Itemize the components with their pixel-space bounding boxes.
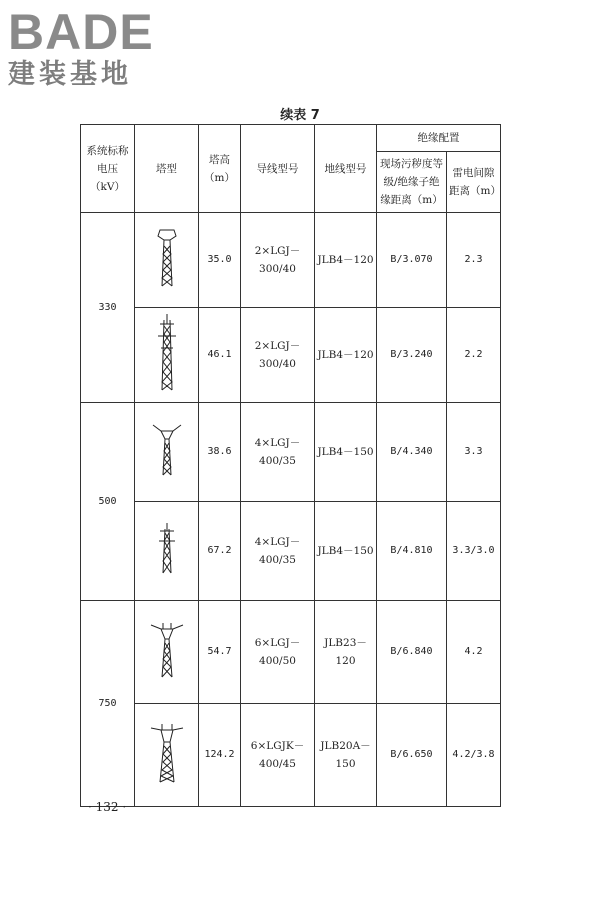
tower-type-cell	[135, 502, 199, 601]
tower-height-cell: 35.0	[199, 213, 241, 308]
gap-cell: 3.3	[447, 403, 501, 502]
header-pollution: 现场污秽度等级/绝缘子绝缘距离（m）	[377, 152, 447, 213]
pollution-cell: B/6.840	[377, 601, 447, 704]
tower-type-cell	[135, 704, 199, 807]
tower-insulation-table	[80, 124, 501, 807]
header-voltage: 系统标称电压（kV）	[81, 125, 135, 213]
voltage-cell: 750	[81, 601, 135, 807]
gap-cell: 3.3/3.0	[447, 502, 501, 601]
drum-tower-icon	[154, 521, 180, 575]
header-tower-type: 塔型	[135, 125, 199, 213]
header-gap: 雷电间隙距离（m）	[447, 152, 501, 213]
conductor-cell: 4×LGJ－400/35	[241, 403, 315, 502]
conductor-cell: 2×LGJ－300/40	[241, 213, 315, 308]
page-number: · 132 ·	[88, 800, 127, 814]
tower-height-cell: 124.2	[199, 704, 241, 807]
ground-wire-cell: JLB4－120	[315, 308, 377, 403]
logo-subtitle: 建装基地	[8, 59, 132, 90]
tower-type-cell	[135, 601, 199, 704]
logo-mark-text: BADE	[8, 4, 154, 60]
cup-tower-icon	[154, 226, 180, 288]
gap-cell: 4.2	[447, 601, 501, 704]
conductor-cell: 6×LGJ－400/50	[241, 601, 315, 704]
ground-wire-cell: JLB4－120	[315, 213, 377, 308]
voltage-cell: 330	[81, 213, 135, 403]
conductor-cell: 2×LGJ－300/40	[241, 308, 315, 403]
logo-mark	[8, 6, 178, 58]
tower-height-cell: 38.6	[199, 403, 241, 502]
logo	[8, 6, 178, 92]
ground-wire-cell: JLB4－150	[315, 502, 377, 601]
pollution-cell: B/3.070	[377, 213, 447, 308]
gap-cell: 2.3	[447, 213, 501, 308]
pollution-cell: B/4.340	[377, 403, 447, 502]
conductor-cell: 4×LGJ－400/35	[241, 502, 315, 601]
tower-height-cell: 67.2	[199, 502, 241, 601]
ground-wire-cell: JLB23－120	[315, 601, 377, 704]
table-caption: 续表 7	[280, 108, 320, 123]
ground-wire-cell: JLB4－150	[315, 403, 377, 502]
gap-cell: 4.2/3.8	[447, 704, 501, 807]
header-ground-wire: 地线型号	[315, 125, 377, 213]
tower-type-cell	[135, 403, 199, 502]
voltage-cell: 500	[81, 403, 135, 601]
tower-height-cell: 54.7	[199, 601, 241, 704]
cat-head-tower-icon	[149, 619, 185, 679]
header-tower-height: 塔高（m）	[199, 125, 241, 213]
tower-type-cell	[135, 308, 199, 403]
header-insulation: 绝缘配置	[377, 125, 501, 152]
ground-wire-cell: JLB20A－150	[315, 704, 377, 807]
gap-cell: 2.2	[447, 308, 501, 403]
drum-tower-icon	[152, 312, 182, 392]
pollution-cell: B/4.810	[377, 502, 447, 601]
pollution-cell: B/6.650	[377, 704, 447, 807]
tower-height-cell: 46.1	[199, 308, 241, 403]
cat-head-tower-icon	[149, 720, 185, 784]
conductor-cell: 6×LGJK－400/45	[241, 704, 315, 807]
pollution-cell: B/3.240	[377, 308, 447, 403]
header-conductor: 导线型号	[241, 125, 315, 213]
tower-type-cell	[135, 213, 199, 308]
cat-head-tower-icon	[151, 421, 183, 477]
